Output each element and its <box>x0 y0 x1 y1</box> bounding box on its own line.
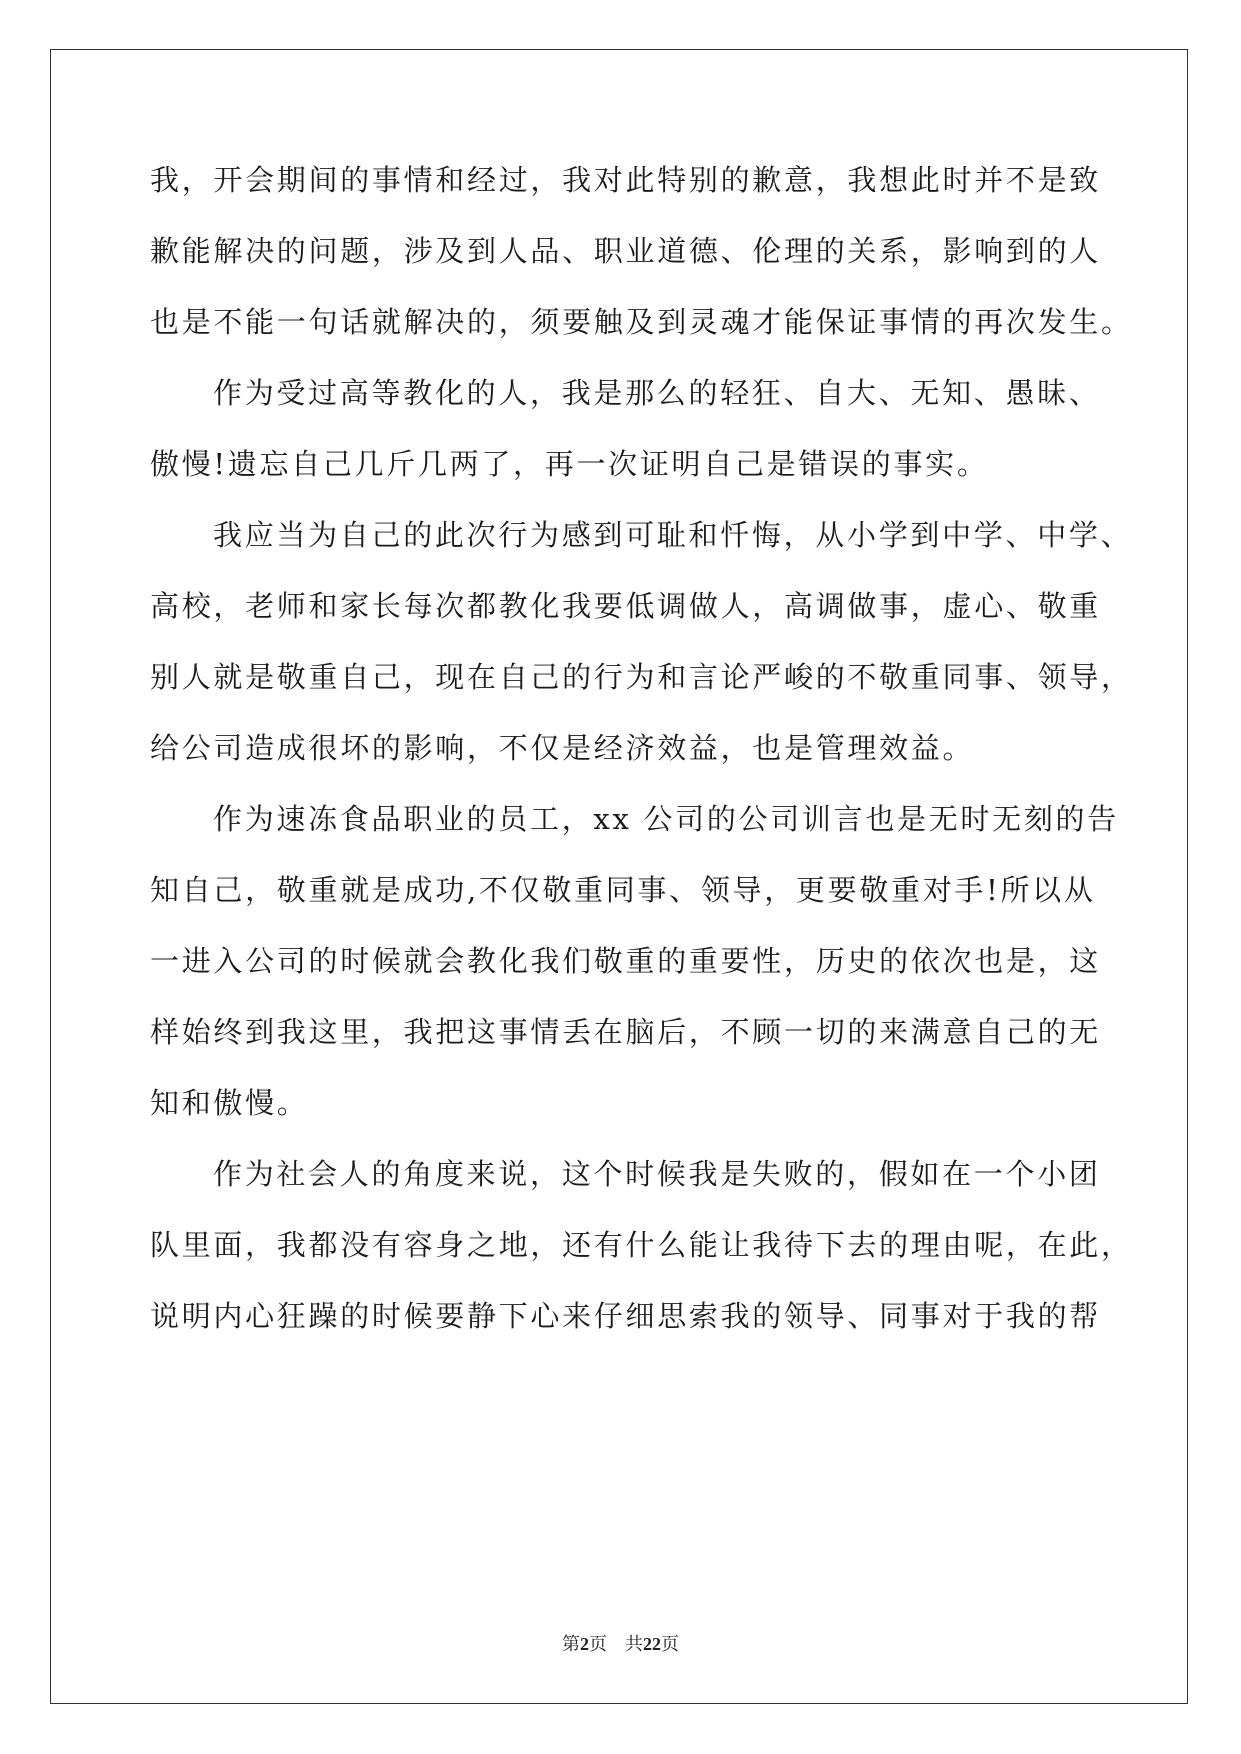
paragraph-3-line-1: 我应当为自己的此次行为感到可耻和忏悔，从小学到中学、中学、 <box>213 518 1133 552</box>
total-prefix: 共 <box>625 1634 643 1654</box>
page-number: 2 <box>580 1634 589 1654</box>
total-suffix: 页 <box>661 1634 679 1654</box>
paragraph-3-line-4: 给公司造成很坏的影响，不仅是经济效益，也是管理效益。 <box>150 731 975 765</box>
paragraph-1-line-3: 也是不能一句话就解决的，须要触及到灵魂才能保证事情的再次发生。 <box>150 305 1133 339</box>
paragraph-3-line-2: 高校，老师和家长每次都教化我要低调做人，高调做事，虚心、敬重 <box>150 589 1102 623</box>
paragraph-4-line-3: 一进入公司的时候就会教化我们敬重的重要性，历史的依次也是，这 <box>150 944 1102 978</box>
total-pages: 22 <box>643 1634 661 1654</box>
paragraph-3-line-3: 别人就是敬重自己，现在自己的行为和言论严峻的不敬重同事、领导， <box>150 660 1133 694</box>
page-suffix: 页 <box>589 1634 607 1654</box>
paragraph-4-line-1: 作为速冻食品职业的员工，xx 公司的公司训言也是无时无刻的告 <box>213 802 1119 836</box>
paragraph-4-line-4: 样始终到我这里，我把这事情丢在脑后，不顾一切的来满意自己的无 <box>150 1015 1102 1049</box>
paragraph-5-line-2: 队里面，我都没有容身之地，还有什么能让我待下去的理由呢，在此， <box>150 1228 1133 1262</box>
paragraph-2-line-1: 作为受过高等教化的人，我是那么的轻狂、自大、无知、愚昧、 <box>213 376 1101 410</box>
page-prefix: 第 <box>562 1634 580 1654</box>
paragraph-4-line-5: 知和傲慢。 <box>150 1086 309 1120</box>
paragraph-5-line-3: 说明内心狂躁的时候要静下心来仔细思索我的领导、同事对于我的帮 <box>150 1299 1102 1333</box>
paragraph-5-line-1: 作为社会人的角度来说，这个时候我是失败的，假如在一个小团 <box>213 1157 1101 1191</box>
page-footer <box>0 1632 1241 1656</box>
paragraph-2-line-2: 傲慢!遗忘自己几斤几两了，再一次证明自己是错误的事实。 <box>150 447 989 481</box>
paragraph-1-line-1: 我，开会期间的事情和经过，我对此特别的歉意，我想此时并不是致 <box>150 163 1102 197</box>
paragraph-1-line-2: 歉能解决的问题，涉及到人品、职业道德、伦理的关系，影响到的人 <box>150 234 1102 268</box>
paragraph-4-line-2: 知自己，敬重就是成功,不仅敬重同事、领导，更要敬重对手!所以从 <box>150 873 1096 907</box>
